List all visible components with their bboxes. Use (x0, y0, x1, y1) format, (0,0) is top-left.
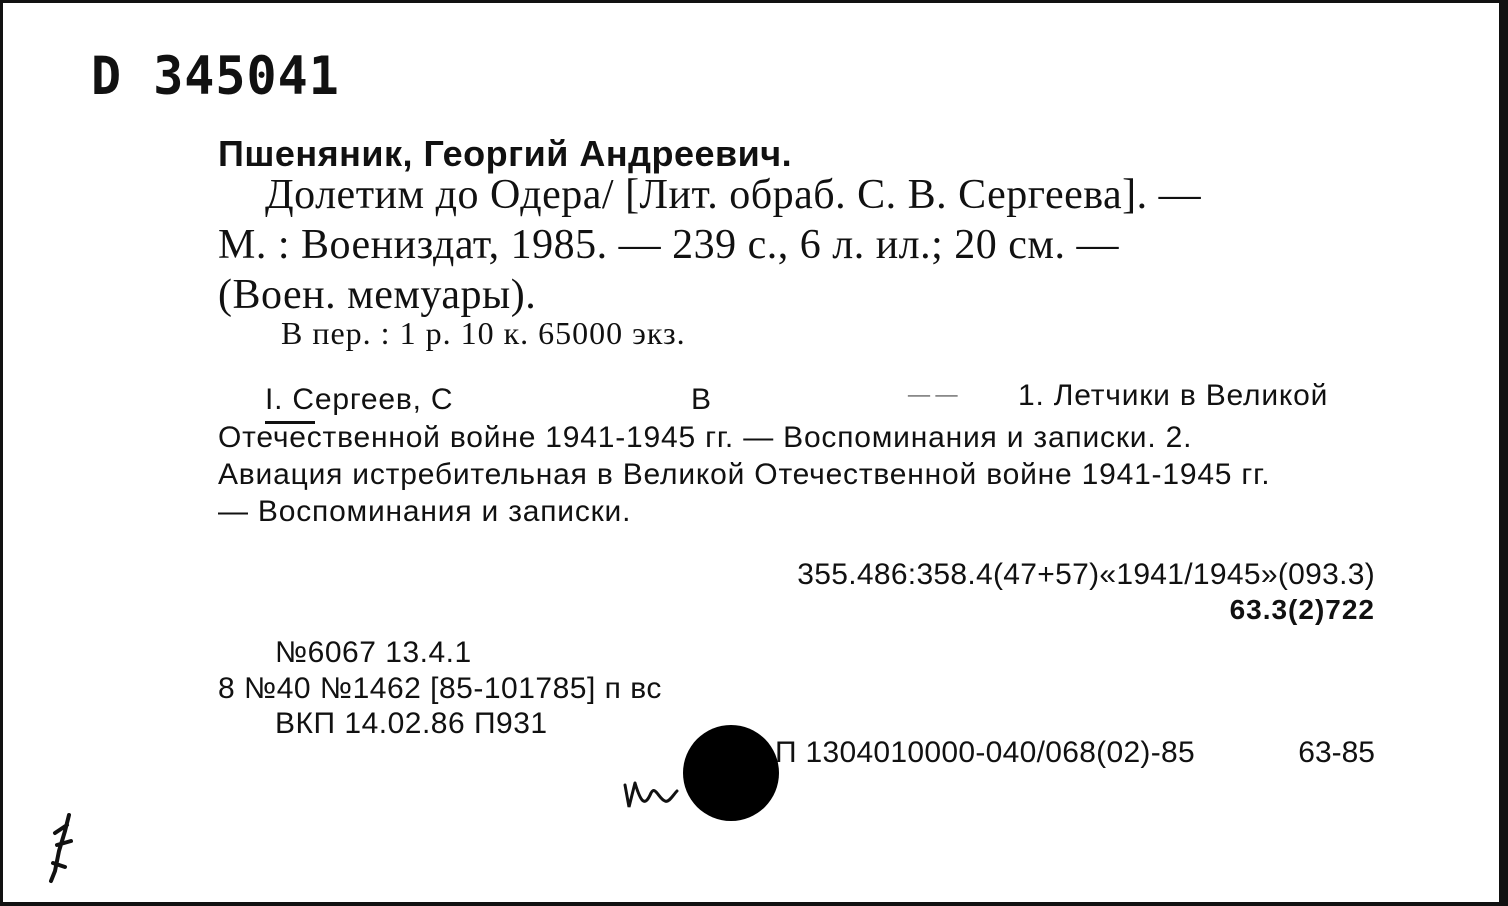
dash-separator: — — (908, 381, 958, 406)
author-heading: Пшеняник, Георгий Андреевич. (218, 133, 793, 174)
publisher-code: П 1304010000-040/068(02)-85 (775, 736, 1195, 769)
code-line-3: ВКП 14.02.86 П931 (275, 707, 548, 740)
bbk-classification: 63.3(2)722 (1229, 594, 1375, 625)
subject-line-2: Отечественной войне 1941-1945 гг. — Воспоминания и записки. 2. (218, 421, 1193, 454)
added-entry: I. Сергеев, С (265, 383, 454, 416)
handwritten-initials-icon (621, 773, 681, 813)
udc-classification: 355.486:358.4(47+57)«1941/1945»(093.3) (797, 558, 1375, 591)
title-line-1: Долетим до Одера/ [Лит. обраб. С. В. Сергеева]. — (265, 172, 1202, 218)
added-entry-initial: В (691, 383, 712, 416)
subject-line-3: Авиация истребительная в Великой Отечественной войне 1941-1945 гг. (218, 458, 1271, 491)
code-line-2: 8 №40 №1462 [85-101785] п вс (218, 672, 662, 705)
punch-hole (683, 725, 779, 821)
code-line-1: №6067 13.4.1 (275, 636, 472, 669)
subject-line-4: — Воспоминания и записки. (218, 495, 632, 528)
title-line-2: М. : Воениздат, 1985. — 239 с., 6 л. ил.; 20 см. — (218, 222, 1120, 268)
price-and-print-run: В пер. : 1 р. 10 к. 65000 экз. (281, 315, 686, 351)
publisher-code-tail: 63-85 (1298, 736, 1375, 769)
title-line-3: (Воен. мемуары). (218, 272, 537, 318)
margin-stamp-mark-icon (43, 811, 83, 886)
call-number: D 345041 (91, 45, 340, 107)
subject-heading-1-start: 1. Летчики в Великой (1018, 379, 1329, 412)
